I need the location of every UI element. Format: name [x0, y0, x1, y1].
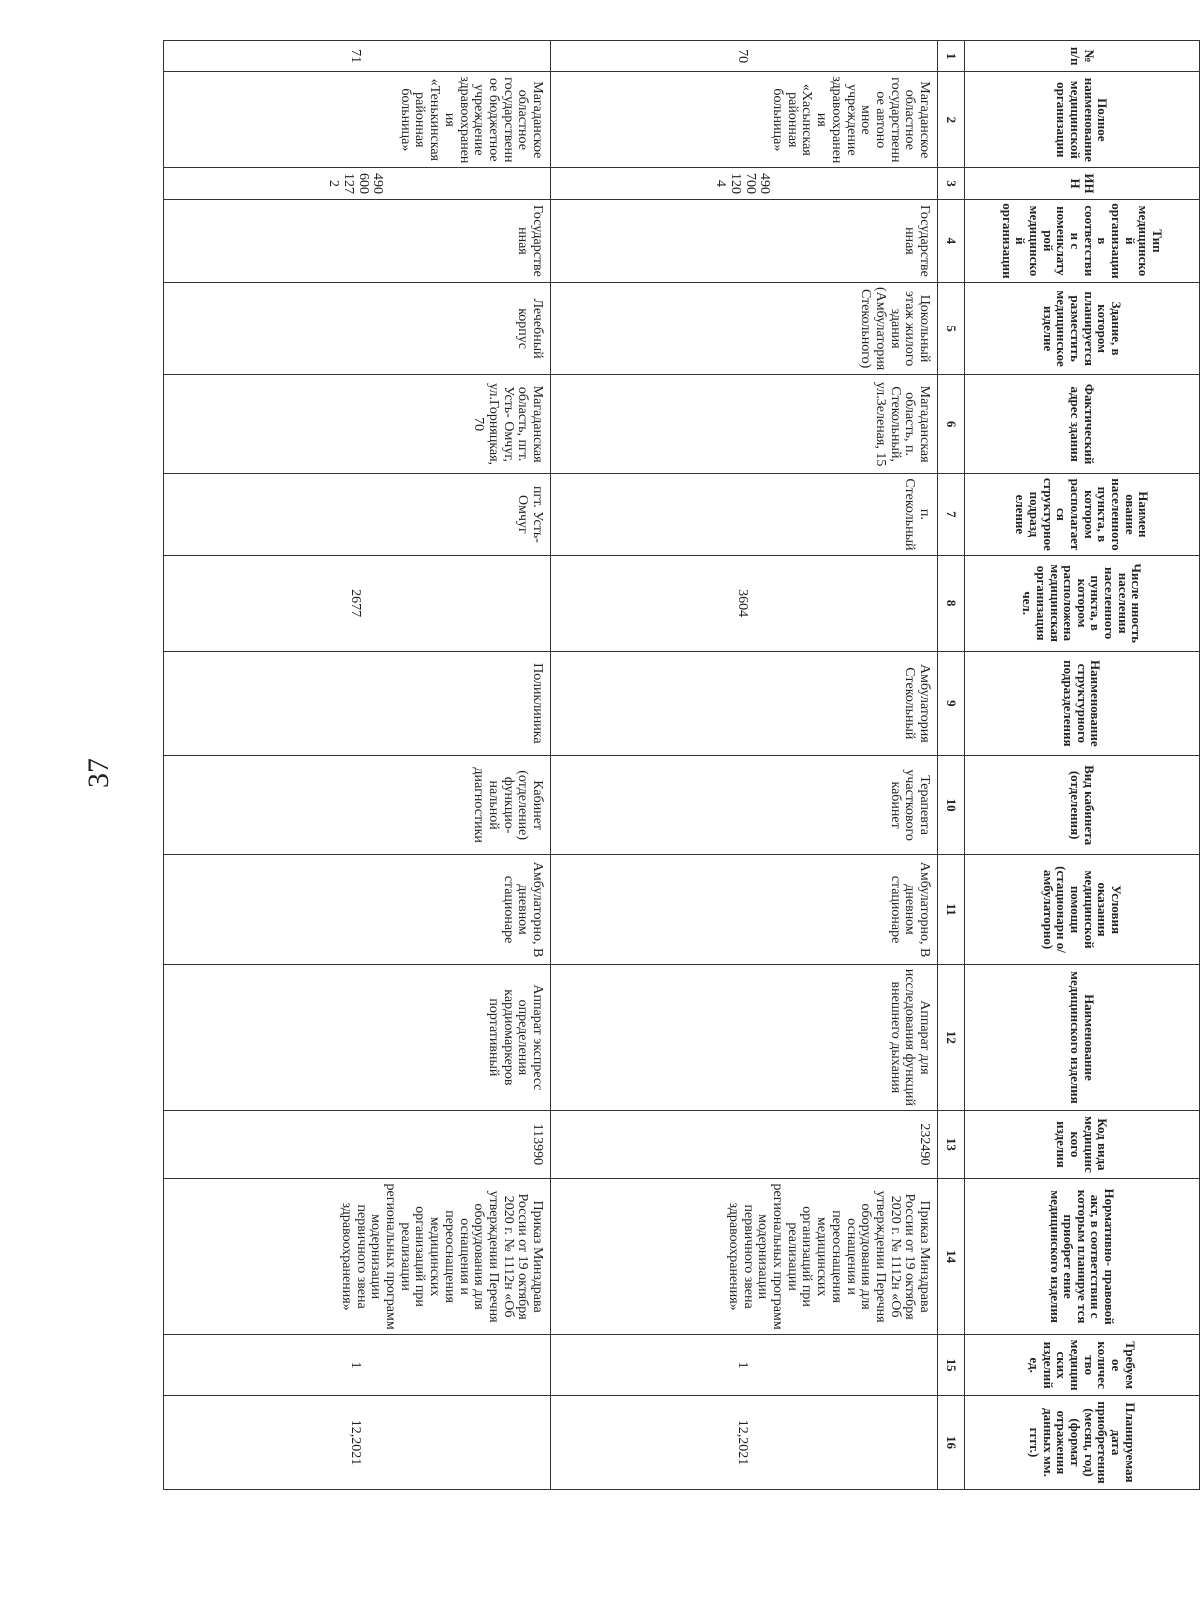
column-number: 9 [938, 651, 965, 755]
legal-act-cell: Приказ Минздрава России от 19 октября 2020 г. № 1112н «Об утверждении Перечня оборудования для оснащения и переоснащения медицинских организаций при реализации региональных программ модернизации первичного звена здравоохранения» [551, 1178, 938, 1335]
equipment-table [163, 40, 1200, 1490]
building-cell: Лечебный корпус [164, 283, 551, 375]
column-number: 11 [938, 855, 965, 965]
care-conditions-cell: Амбулаторно, В дневном стационаре [551, 855, 938, 965]
address-cell: Магаданская область, пгт. Усть- Омчуг, ул.Горняцкая, 70 [164, 375, 551, 474]
org-name-cell: Магаданское областное государственное автоно мное учреждение здравоохранения «Хасынская районная больница» [551, 72, 938, 168]
address-cell: Магаданская область, п. Стекольный, ул.Зеленая, 15 [551, 375, 938, 474]
column-number: 1 [938, 41, 965, 72]
column-number: 14 [938, 1178, 965, 1335]
header-cell: Наимен ование населенного пункта, в котором располагается структурное подразд еление [965, 474, 1200, 555]
row-number-cell: 70 [551, 41, 938, 72]
header-cell: Нормативно- правовой акт, в соответствии с которым планируе тся приобрет ение медицинского изделия [965, 1178, 1200, 1335]
column-number: 3 [938, 168, 965, 199]
column-number: 2 [938, 72, 965, 168]
header-cell: Наименование структурного подразделения [965, 651, 1200, 755]
header-cell: Здание, в котором планируется разместить медицинское изделие [965, 283, 1200, 375]
office-type-cell: Терапевта участкового кабинет [551, 756, 938, 855]
org-type-cell: Государственная [551, 199, 938, 283]
column-number: 16 [938, 1395, 965, 1489]
header-cell: Фактический адрес здания [965, 375, 1200, 474]
device-code-cell: 113990 [164, 1110, 551, 1178]
settlement-cell: п. Стекольный [551, 474, 938, 555]
quantity-cell: 1 [551, 1335, 938, 1396]
inn-cell: 4906001272 [164, 168, 551, 199]
inn-cell: 4907001204 [551, 168, 938, 199]
header-cell: Полное наименование медицинской организации [965, 72, 1200, 168]
table-row [164, 41, 551, 1490]
device-name-cell: Аппарат для исследования функций внешнего дыхания [551, 964, 938, 1110]
header-cell: ИНН [965, 168, 1200, 199]
table-row [551, 41, 938, 1490]
header-cell: Код вида медицинского изделия [965, 1110, 1200, 1178]
column-number: 6 [938, 375, 965, 474]
header-cell: Требуемое количество медицинских изделий ед. [965, 1335, 1200, 1396]
header-cell: Числе нность населения населенного пункта, в котором расположена медицинская организация чел. [965, 555, 1200, 651]
header-cell: Вид кабинета (отделения) [965, 756, 1200, 855]
column-number: 7 [938, 474, 965, 555]
population-cell: 2677 [164, 555, 551, 651]
column-number: 15 [938, 1335, 965, 1396]
column-number: 5 [938, 283, 965, 375]
column-number: 4 [938, 199, 965, 283]
header-cell: Тип медицинской организации в соответствии с номенклатурой медицинской организации [965, 199, 1200, 283]
column-number: 12 [938, 964, 965, 1110]
legal-act-cell: Приказ Минздрава России от 19 октября 2020 г. № 1112н «Об утверждении Перечня оборудования для оснащения и переоснащения медицинских организаций при реализации региональных программ модернизации первичного звена здравоохранения» [164, 1178, 551, 1335]
settlement-cell: пгт. Усть- Омчуг [164, 474, 551, 555]
header-cell: Наименование медицинского изделия [965, 964, 1200, 1110]
population-cell: 3604 [551, 555, 938, 651]
org-name-cell: Магаданское областное государственное бюджетное учреждение здравоохранения «Тенькинская районная больница» [164, 72, 551, 168]
purchase-date-cell: 12,2021 [551, 1395, 938, 1489]
column-number: 8 [938, 555, 965, 651]
header-cell: № п/п [965, 41, 1200, 72]
row-number-cell: 71 [164, 41, 551, 72]
purchase-date-cell: 12,2021 [164, 1395, 551, 1489]
column-number-row [938, 41, 965, 1490]
building-cell: Цокольный этаж жилого здания (Амбулатория Стекольного) [551, 283, 938, 375]
header-cell: Планируемая дата приобретения (месяц, год) (формат отражения данных мм. гггг.) [965, 1395, 1200, 1489]
quantity-cell: 1 [164, 1335, 551, 1396]
column-number: 13 [938, 1110, 965, 1178]
office-type-cell: Кабинет (отделение) функцио- нальной диагностики [164, 756, 551, 855]
org-type-cell: Государственная [164, 199, 551, 283]
page-number: 37 [82, 758, 115, 788]
header-row [965, 41, 1200, 1490]
device-code-cell: 232490 [551, 1110, 938, 1178]
header-cell: Условия оказания медицинской помощи (стационарн о/амбулаторно) [965, 855, 1200, 965]
device-name-cell: Аппарат экспресс определения кардиомаркеров портативный [164, 964, 551, 1110]
subdivision-cell: Поликлиника [164, 651, 551, 755]
rotated-page [120, 0, 1200, 1520]
column-number: 10 [938, 756, 965, 855]
care-conditions-cell: Амбулаторно, В дневном стационаре [164, 855, 551, 965]
subdivision-cell: Амбулатория Стекольный [551, 651, 938, 755]
